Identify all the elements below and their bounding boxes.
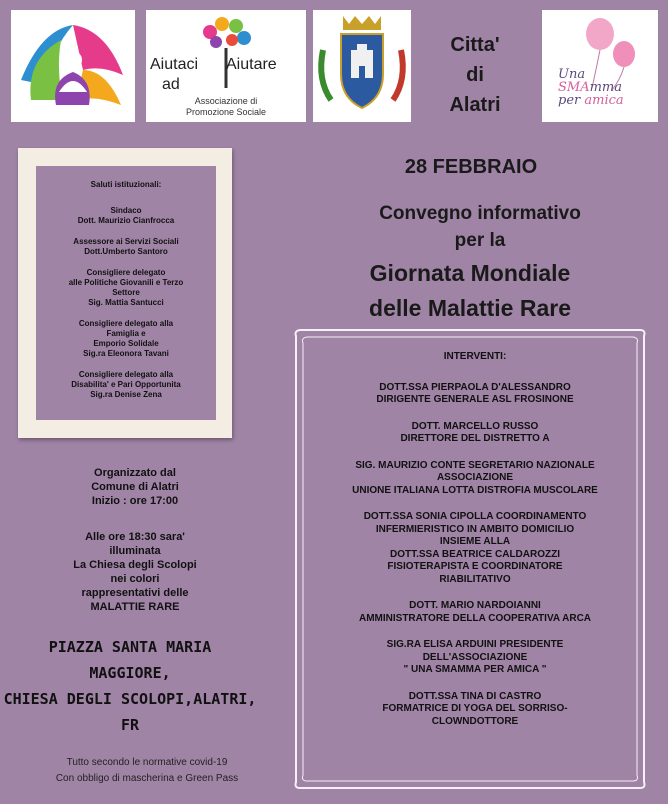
city-name: Citta' di Alatri — [449, 34, 501, 116]
speaker-entry: SIG.RA ELISA ARDUINI PRESIDENTE DELL'ASSOCIAZIONE " UNA SMAMMA PER AMICA " — [386, 639, 564, 675]
covid-notice: Tutto secondo le normative covid-19 Con obbligo di mascherina e Green Pass — [55, 757, 239, 784]
speaker-entry: SIG. MAURIZIO CONTE SEGRETARIO NAZIONALE ASSOCIAZIONE UNIONE ITALIANA LOTTA DISTROFIA MUSCOLARE — [352, 459, 598, 496]
ad-text: ad — [162, 76, 180, 93]
speaker-entry: DOTT. MARCELLO RUSSO DIRETTORE DEL DISTRETTO A — [400, 420, 550, 444]
speaker-entry: DOTT. MARIO NARDOIANNI AMMINISTRATORE DELLA COOPERATIVA ARCA — [358, 600, 592, 624]
event-date: 28 FEBBRAIO — [404, 156, 538, 178]
smamma-text: Una SMAmma per amica — [558, 67, 624, 108]
speaker-entry: DOTT.SSA SONIA CIPOLLA COORDINAMENTO INFERMIERISTICO IN AMBITO DOMICILIO INSIEME ALLA DOTT.SSA BEATRICE CALDAROZZI FISIOTERAPISTA E COORDINATORE RIABILITATIVO — [363, 511, 587, 585]
speaker-entry: DOTT.SSA PIERPAOLA D'ALESSANDRO DIRIGENTE GENERALE ASL FROSINONE — [376, 381, 574, 405]
saluti-title: Saluti istituzionali: — [90, 180, 162, 189]
aiutaci-text: Aiutaci — [150, 56, 199, 73]
saluti-entry: Sindaco Dott. Maurizio Cianfrocca — [77, 206, 175, 225]
saluti-entry: Consigliere delegato alla Disabilita' e Pari Opportunita Sig.ra Denise Zena — [71, 370, 181, 399]
organizer-info: Organizzato dal Comune di Alatri Inizio : ore 17:00 — [91, 467, 179, 507]
conference-title-line1: Convegno informativo — [379, 203, 581, 224]
aiutare-text: Aiutare — [226, 56, 277, 73]
saluti-entry: Consigliere delegato alle Politiche Giovanili e Terzo Settore Sig. Mattia Santucci — [68, 268, 184, 307]
speaker-entry: DOTT.SSA TINA DI CASTRO FORMATRICE DI YOGA DEL SORRISO- CLOWNDOTTORE — [382, 690, 568, 727]
saluti-entry: Consigliere delegato alla Famiglia e Emporio Solidale Sig.ra Eleonora Tavani — [78, 319, 174, 358]
conference-title-line2: per la — [454, 230, 506, 251]
interventi-list — [300, 351, 650, 742]
event-name-line2: delle Malattie Rare — [369, 295, 571, 321]
association-subtitle: Associazione di Promozione Sociale — [185, 96, 267, 117]
interventi-title: INTERVENTI: — [443, 351, 507, 362]
saluti-entry: Assessore ai Servizi Sociali Dott.Umberto Santoro — [73, 237, 179, 256]
event-name-line1: Giornata Mondiale — [369, 260, 571, 286]
illumination-info: Alle ore 18:30 sara' illuminata La Chiesa degli Scolopi nei colori rappresentativi delle MALATTIE RARE — [73, 531, 197, 613]
venue-address: PIAZZA SANTA MARIA MAGGIORE, CHIESA DEGLI SCOLOPI,ALATRI, FR — [3, 638, 257, 734]
